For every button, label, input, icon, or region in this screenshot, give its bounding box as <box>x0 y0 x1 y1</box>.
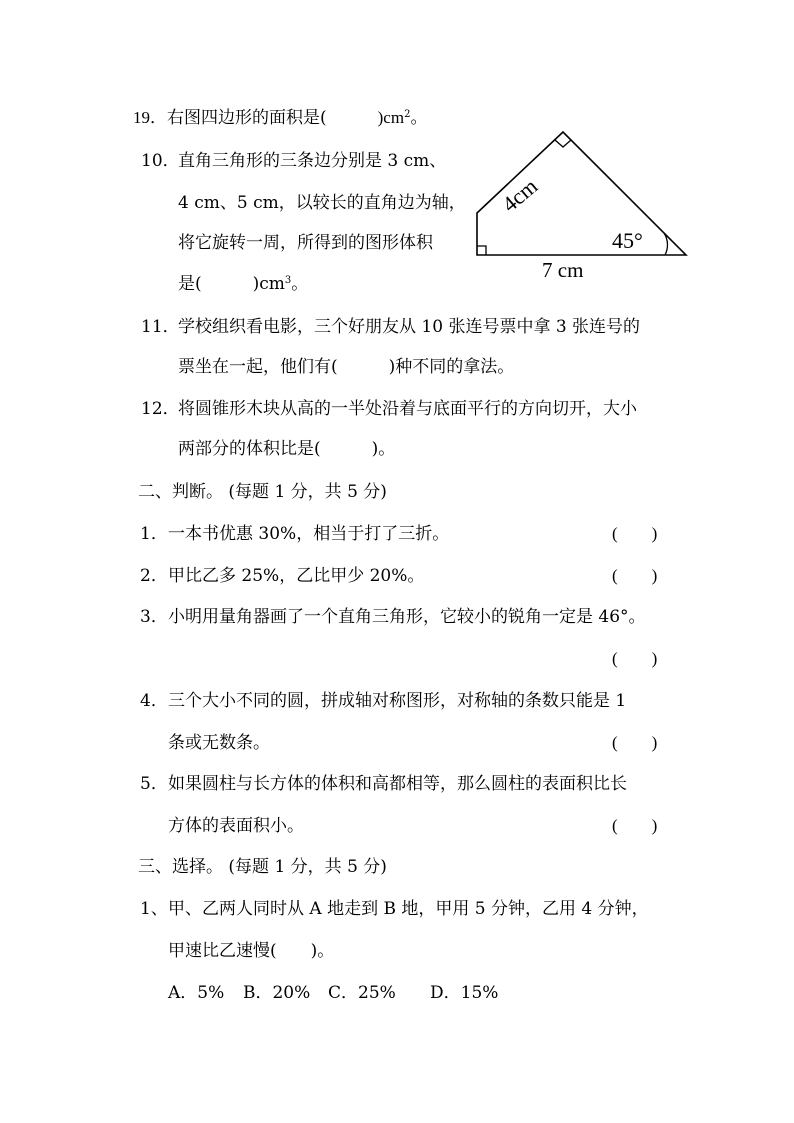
question-19 <box>133 107 427 129</box>
right-angle-mark-bottom <box>477 246 486 255</box>
question-10-line-2: 4 cm、5 cm，以较长的直角边为轴， <box>178 193 466 213</box>
question-10-line-1: 直角三角形的三条边分别是 3 cm、 <box>178 151 447 171</box>
judge-2-answer-bracket[interactable]: ( ) <box>612 566 658 585</box>
question-10-line-4 <box>178 273 308 295</box>
question-text: 右图四边形的面积是( <box>167 108 327 128</box>
choice-1-line-2: 甲速比乙速慢( )。 <box>168 941 335 961</box>
choice-1-option-b[interactable]: B．20% <box>243 983 311 1003</box>
judge-5-answer-bracket[interactable]: ( ) <box>612 816 658 835</box>
question-11-line-1: 学校组织看电影，三个好朋友从 10 张连号票中拿 3 张连号的 <box>178 317 641 337</box>
bottom-length-label: 7 cm <box>542 258 584 282</box>
question-11-number: 11． <box>141 317 180 337</box>
question-12-line-2: 两部分的体积比是( )。 <box>178 439 396 459</box>
judge-3-answer-bracket[interactable]: ( ) <box>612 649 658 668</box>
unit-superscript: 2 <box>404 109 411 120</box>
judge-1-answer-bracket[interactable]: ( ) <box>612 524 658 543</box>
unit-text: )cm <box>377 108 405 127</box>
end-punct: 。 <box>291 274 309 294</box>
choice-1-option-c[interactable]: C．25% <box>328 983 396 1003</box>
judge-4-line-2: 条或无数条。 <box>168 733 270 753</box>
judge-5-line-1: 如果圆柱与长方体的体积和高都相等，那么圆柱的表面积比长 <box>168 774 627 794</box>
question-10-line-3: 将它旋转一周，所得到的图形体积 <box>178 233 433 253</box>
choice-1-option-a[interactable]: A．5% <box>168 983 225 1003</box>
answer-blank[interactable] <box>327 108 378 128</box>
side-length-label: 4cm <box>497 173 543 217</box>
right-angle-mark-top <box>555 140 571 147</box>
unit-superscript: 3 <box>284 275 292 286</box>
judge-1-text: 一本书优惠 30%，相当于打了三折。 <box>168 524 450 544</box>
quadrilateral-figure <box>460 125 700 295</box>
judge-2-number: 2． <box>140 566 168 586</box>
judge-3-text: 小明用量角器画了一个直角三角形，它较小的锐角一定是 46°。 <box>168 607 646 627</box>
question-number: 19． <box>133 108 167 127</box>
question-12-line-1: 将圆锥形木块从高的一半处沿着与底面平行的方向切开，大小 <box>178 399 637 419</box>
choice-1-line-1: 甲、乙两人同时从 A 地走到 B 地，甲用 5 分钟，乙用 4 分钟， <box>168 899 649 919</box>
judge-5-number: 5． <box>140 774 168 794</box>
judge-1-number: 1． <box>140 524 168 544</box>
section-3-title: 三、选择。 (每题 1 分，共 5 分) <box>138 857 387 877</box>
question-10-answer-text[interactable]: 是( )cm <box>178 274 285 294</box>
question-12-number: 12． <box>141 399 180 419</box>
question-11-line-2: 票坐在一起，他们有( )种不同的拿法。 <box>178 357 515 377</box>
question-10-number: 10． <box>141 151 180 171</box>
judge-2-text: 甲比乙多 25%，乙比甲少 20%。 <box>168 566 425 586</box>
choice-1-option-d[interactable]: D．15% <box>430 983 499 1003</box>
angle-label: 45° <box>612 228 643 253</box>
section-2-title: 二、判断。 (每题 1 分，共 5 分) <box>138 482 387 502</box>
judge-4-line-1: 三个大小不同的圆，拼成轴对称图形，对称轴的条数只能是 1 <box>168 691 627 711</box>
choice-1-number: 1、 <box>140 899 168 919</box>
end-punct: 。 <box>410 108 428 128</box>
judge-4-number: 4． <box>140 691 168 711</box>
judge-5-line-2: 方体的表面积小。 <box>168 816 304 836</box>
judge-3-number: 3． <box>140 607 168 627</box>
judge-4-answer-bracket[interactable]: ( ) <box>612 733 658 752</box>
